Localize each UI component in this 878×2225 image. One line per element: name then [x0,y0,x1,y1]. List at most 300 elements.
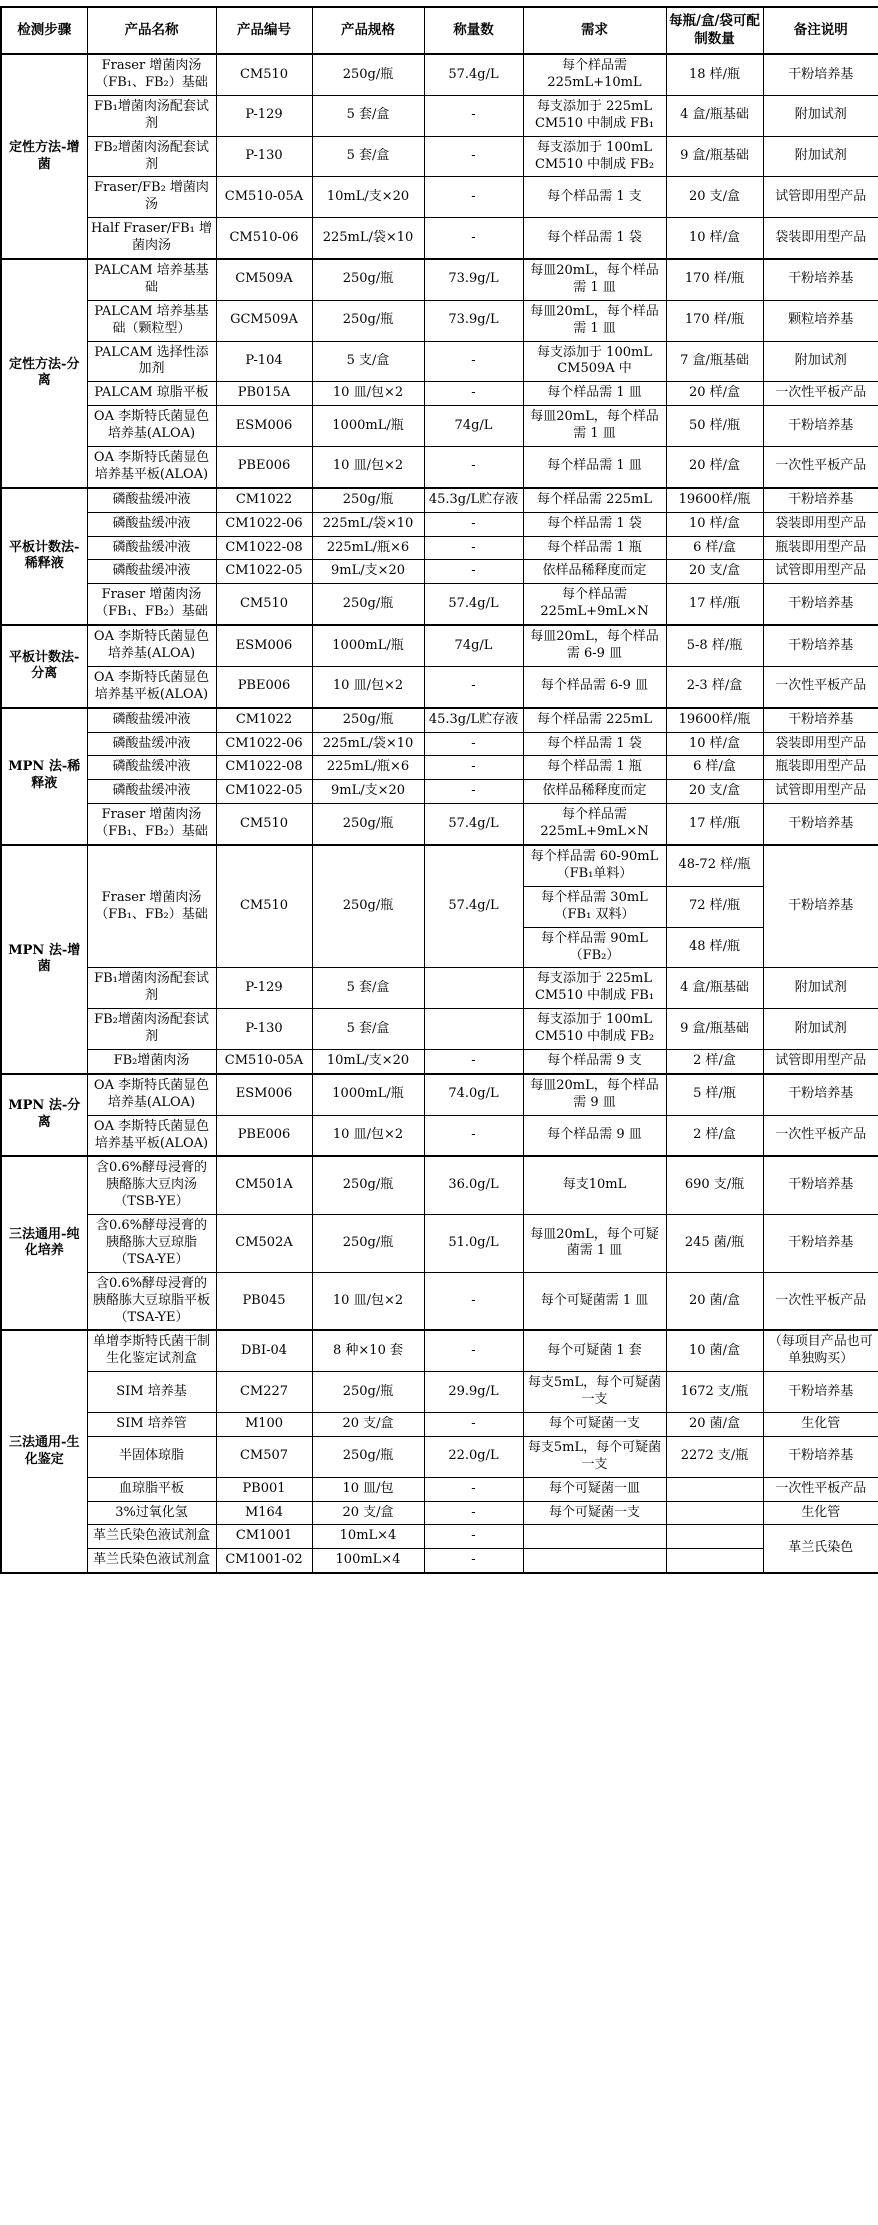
cell-product-name: 磷酸盐缓冲液 [87,488,216,512]
cell-weight: 29.9g/L [424,1372,523,1413]
cell-product-name: OA 李斯特氏菌显色培养基(ALOA) [87,406,216,447]
cell-demand: 每个样品需 225mL+9mL×N [523,584,666,625]
cell-yield: 7 盒/瓶基础 [666,341,763,382]
cell-spec: 10 皿/包 [312,1477,424,1501]
cell-yield: 9 盒/瓶基础 [666,136,763,177]
cell-product-code: ESM006 [216,1074,312,1115]
cell-product-code: CM509A [216,259,312,300]
cell-product-name: FB₁增菌肉汤配套试剂 [87,968,216,1009]
cell-weight: 73.9g/L [424,259,523,300]
cell-note: 附加试剂 [763,1009,878,1050]
cell-demand: 每皿20mL，每个样品需 9 皿 [523,1074,666,1115]
cell-demand: 每皿20mL，每个样品需 1 皿 [523,259,666,300]
cell-note: 瓶装即用型产品 [763,756,878,780]
cell-demand: 每支5mL，每个可疑菌一支 [523,1372,666,1413]
cell-demand: 每个样品需 1 皿 [523,447,666,488]
cell-note: 干粉培养基 [763,259,878,300]
cell-spec: 1000mL/瓶 [312,406,424,447]
cell-product-name: 含0.6%酵母浸膏的胰酪胨大豆琼脂（TSA-YE） [87,1215,216,1273]
section-step-common-biochemical: 三法通用-生化鉴定 [1,1330,87,1573]
cell-demand: 每个样品需 9 皿 [523,1115,666,1156]
cell-yield: 4 盒/瓶基础 [666,95,763,136]
cell-product-code: P-130 [216,136,312,177]
cell-yield: 5 样/瓶 [666,1074,763,1115]
cell-note: 试管即用型产品 [763,780,878,804]
section-step-mpn-enrichment: MPN 法-增菌 [1,845,87,1074]
cell-demand: 每皿20mL，每个样品需 6-9 皿 [523,625,666,666]
cell-product-code: PBE006 [216,666,312,707]
table-row [1,54,878,95]
cell-product-code: PBE006 [216,447,312,488]
cell-product-code: CM1022-06 [216,512,312,536]
cell-demand [523,1549,666,1573]
cell-spec: 5 支/盒 [312,341,424,382]
cell-weight: - [424,1049,523,1073]
cell-yield: 19600样/瓶 [666,708,763,732]
cell-weight: - [424,218,523,259]
cell-weight: 51.0g/L [424,1215,523,1273]
cell-product-code: CM510 [216,584,312,625]
table-row [1,804,878,845]
cell-spec: 225mL/袋×10 [312,512,424,536]
cell-product-code: CM1022 [216,488,312,512]
cell-note: 一次性平板产品 [763,1272,878,1330]
cell-weight: - [424,1525,523,1549]
col-header-spec: 产品规格 [312,7,424,54]
cell-product-name: 3%过氧化氢 [87,1501,216,1525]
cell-demand: 每个样品需 6-9 皿 [523,666,666,707]
cell-spec: 5 套/盒 [312,136,424,177]
cell-product-code: M164 [216,1501,312,1525]
cell-product-code: CM227 [216,1372,312,1413]
cell-note: 附加试剂 [763,95,878,136]
cell-demand: 每个样品需 225mL+9mL×N [523,804,666,845]
cell-product-name: FB₁增菌肉汤配套试剂 [87,95,216,136]
cell-yield: 2-3 样/盒 [666,666,763,707]
cell-weight [424,968,523,1009]
cell-spec: 100mL×4 [312,1549,424,1573]
cell-demand: 每个样品需 30mL（FB₁ 双料） [523,886,666,927]
cell-spec: 250g/瓶 [312,300,424,341]
section-step-common-purification: 三法通用-纯化培养 [1,1156,87,1330]
cell-product-name: FB₂增菌肉汤 [87,1049,216,1073]
cell-product-name: 磷酸盐缓冲液 [87,780,216,804]
cell-demand: 每个样品需 1 瓶 [523,536,666,560]
cell-demand: 每个样品需 1 支 [523,177,666,218]
col-header-product-name: 产品名称 [87,7,216,54]
cell-product-code: PB015A [216,382,312,406]
table-row [1,512,878,536]
cell-product-code: ESM006 [216,625,312,666]
cell-demand: 每个样品需 1 袋 [523,512,666,536]
cell-product-code: P-104 [216,341,312,382]
cell-demand: 每支添加于 100mL CM510 中制成 FB₂ [523,1009,666,1050]
table-row [1,1525,878,1549]
cell-yield [666,1525,763,1549]
cell-weight: - [424,536,523,560]
product-table [0,6,878,1574]
cell-yield: 20 支/盒 [666,780,763,804]
section-step-qualitative-enrichment: 定性方法-增菌 [1,54,87,259]
cell-product-code: DBI-04 [216,1330,312,1371]
table-row [1,780,878,804]
table-row [1,625,878,666]
cell-demand [523,1525,666,1549]
cell-product-code: PB001 [216,1477,312,1501]
cell-yield: 48 样/瓶 [666,927,763,968]
table-row [1,756,878,780]
cell-product-name: PALCAM 选择性添加剂 [87,341,216,382]
cell-spec: 20 支/盒 [312,1412,424,1436]
table-row [1,136,878,177]
cell-note: 袋装即用型产品 [763,218,878,259]
table-row [1,1156,878,1214]
cell-demand: 每个样品需 225mL+10mL [523,54,666,95]
cell-note: 附加试剂 [763,136,878,177]
cell-product-name: 磷酸盐缓冲液 [87,756,216,780]
cell-demand: 依样品稀释度而定 [523,780,666,804]
cell-yield: 6 样/盒 [666,536,763,560]
cell-product-name: PALCAM 培养基基础 [87,259,216,300]
cell-spec: 10 皿/包×2 [312,447,424,488]
cell-yield: 20 支/盒 [666,560,763,584]
cell-weight: 45.3g/L贮存液 [424,488,523,512]
cell-note: 干粉培养基 [763,406,878,447]
cell-product-name: 血琼脂平板 [87,1477,216,1501]
cell-spec: 225mL/袋×10 [312,218,424,259]
cell-weight: - [424,512,523,536]
section-step-mpn-diluent: MPN 法-稀释液 [1,708,87,845]
cell-yield [666,1549,763,1573]
cell-weight: - [424,560,523,584]
cell-product-code: CM510 [216,804,312,845]
cell-product-name: 磷酸盐缓冲液 [87,536,216,560]
header-row [1,7,878,54]
cell-spec: 1000mL/瓶 [312,625,424,666]
cell-weight: - [424,1549,523,1573]
cell-weight: - [424,1477,523,1501]
cell-spec: 20 支/盒 [312,1501,424,1525]
cell-note: 干粉培养基 [763,1372,878,1413]
cell-product-name: Fraser 增菌肉汤（FB₁、FB₂）基础 [87,845,216,968]
cell-note: 瓶装即用型产品 [763,536,878,560]
cell-yield: 4 盒/瓶基础 [666,968,763,1009]
col-header-demand: 需求 [523,7,666,54]
cell-product-code: CM510 [216,54,312,95]
cell-weight: 57.4g/L [424,804,523,845]
cell-product-code: ESM006 [216,406,312,447]
cell-weight: - [424,666,523,707]
cell-weight: - [424,1272,523,1330]
table-row [1,968,878,1009]
cell-yield: 1672 支/瓶 [666,1372,763,1413]
cell-note: 试管即用型产品 [763,560,878,584]
cell-product-name: PALCAM 琼脂平板 [87,382,216,406]
cell-demand: 每支添加于 100mL CM510 中制成 FB₂ [523,136,666,177]
cell-spec: 9mL/支×20 [312,560,424,584]
cell-spec: 10mL/支×20 [312,1049,424,1073]
cell-spec: 250g/瓶 [312,1372,424,1413]
cell-weight: - [424,1115,523,1156]
table-row [1,382,878,406]
cell-demand: 依样品稀释度而定 [523,560,666,584]
cell-weight: 45.3g/L贮存液 [424,708,523,732]
table-row [1,1412,878,1436]
cell-note: 试管即用型产品 [763,1049,878,1073]
cell-yield: 2 样/盒 [666,1115,763,1156]
cell-product-name: 磷酸盐缓冲液 [87,732,216,756]
cell-product-name: Fraser 增菌肉汤（FB₁、FB₂）基础 [87,584,216,625]
cell-yield: 170 样/瓶 [666,300,763,341]
cell-product-name: 革兰氏染色液试剂盒 [87,1549,216,1573]
cell-product-name: OA 李斯特氏菌显色培养基平板(ALOA) [87,666,216,707]
cell-note: 干粉培养基 [763,584,878,625]
col-header-weight: 称量数 [424,7,523,54]
cell-weight: - [424,95,523,136]
cell-spec: 250g/瓶 [312,259,424,300]
table-row [1,218,878,259]
cell-demand: 每个样品需 90mL（FB₂） [523,927,666,968]
col-header-note: 备注说明 [763,7,878,54]
cell-product-name: Fraser 增菌肉汤（FB₁、FB₂）基础 [87,54,216,95]
table-row [1,177,878,218]
cell-yield: 20 菌/盒 [666,1272,763,1330]
cell-yield: 5-8 样/瓶 [666,625,763,666]
cell-demand: 每个可疑菌一皿 [523,1477,666,1501]
cell-demand: 每皿20mL，每个样品需 1 皿 [523,406,666,447]
cell-product-name: OA 李斯特氏菌显色培养基平板(ALOA) [87,447,216,488]
cell-note: 干粉培养基 [763,625,878,666]
cell-product-name: 含0.6%酵母浸膏的胰酪胨大豆琼脂平板（TSA-YE） [87,1272,216,1330]
cell-note: 一次性平板产品 [763,666,878,707]
cell-weight [424,1009,523,1050]
cell-spec: 250g/瓶 [312,845,424,968]
cell-product-code: GCM509A [216,300,312,341]
cell-note: 一次性平板产品 [763,1115,878,1156]
cell-demand: 每支添加于 225mL CM510 中制成 FB₁ [523,95,666,136]
cell-note: 革兰氏染色 [763,1525,878,1573]
cell-demand: 每个可疑菌一支 [523,1501,666,1525]
table-row [1,708,878,732]
cell-product-name: FB₂增菌肉汤配套试剂 [87,136,216,177]
table-row [1,1549,878,1573]
cell-weight: - [424,1330,523,1371]
cell-weight: 36.0g/L [424,1156,523,1214]
cell-demand: 每个样品需 225mL [523,488,666,512]
cell-note: 试管即用型产品 [763,177,878,218]
cell-note: 干粉培养基 [763,708,878,732]
cell-yield: 19600样/瓶 [666,488,763,512]
cell-spec: 225mL/袋×10 [312,732,424,756]
cell-product-code: M100 [216,1412,312,1436]
table-row [1,1009,878,1050]
cell-yield: 2 样/盒 [666,1049,763,1073]
cell-yield: 20 样/盒 [666,447,763,488]
cell-product-name: 磷酸盐缓冲液 [87,708,216,732]
cell-spec: 250g/瓶 [312,488,424,512]
cell-product-code: CM502A [216,1215,312,1273]
cell-demand: 每支5mL，每个可疑菌一支 [523,1436,666,1477]
cell-note: 一次性平板产品 [763,382,878,406]
cell-spec: 10 皿/包×2 [312,1115,424,1156]
cell-product-code: CM510-05A [216,1049,312,1073]
cell-product-code: CM507 [216,1436,312,1477]
cell-product-code: CM1001 [216,1525,312,1549]
table-row [1,447,878,488]
cell-product-code: CM1022-06 [216,732,312,756]
cell-yield: 17 样/瓶 [666,804,763,845]
cell-note: 颗粒培养基 [763,300,878,341]
cell-product-code: CM1022 [216,708,312,732]
cell-note: 生化管 [763,1501,878,1525]
cell-spec: 225mL/瓶×6 [312,536,424,560]
cell-yield: 10 样/盒 [666,218,763,259]
cell-note: 干粉培养基 [763,1156,878,1214]
cell-note: 袋装即用型产品 [763,512,878,536]
cell-product-name: 磷酸盐缓冲液 [87,512,216,536]
cell-product-code: P-129 [216,968,312,1009]
cell-weight: - [424,136,523,177]
cell-demand: 每个样品需 60-90mL（FB₁单料） [523,845,666,886]
cell-demand: 每支10mL [523,1156,666,1214]
cell-product-name: 含0.6%酵母浸膏的胰酪胨大豆肉汤（TSB-YE） [87,1156,216,1214]
col-header-product-code: 产品编号 [216,7,312,54]
cell-weight: 74g/L [424,406,523,447]
cell-note: 干粉培养基 [763,1215,878,1273]
cell-demand: 每个样品需 1 皿 [523,382,666,406]
table-row [1,259,878,300]
cell-product-code: P-129 [216,95,312,136]
cell-demand: 每个可疑菌一支 [523,1412,666,1436]
cell-note: 干粉培养基 [763,1074,878,1115]
table-row [1,488,878,512]
cell-spec: 250g/瓶 [312,1436,424,1477]
cell-weight: 57.4g/L [424,845,523,968]
cell-product-code: CM510-05A [216,177,312,218]
cell-yield: 50 样/瓶 [666,406,763,447]
cell-product-name: OA 李斯特氏菌显色培养基平板(ALOA) [87,1115,216,1156]
cell-weight: - [424,177,523,218]
cell-weight: 74.0g/L [424,1074,523,1115]
table-row [1,1477,878,1501]
cell-spec: 250g/瓶 [312,584,424,625]
cell-product-name: PALCAM 培养基基础（颗粒型） [87,300,216,341]
cell-spec: 1000mL/瓶 [312,1074,424,1115]
cell-demand: 每个样品需 1 袋 [523,732,666,756]
cell-yield: 9 盒/瓶基础 [666,1009,763,1050]
cell-note: 一次性平板产品 [763,1477,878,1501]
cell-product-code: CM510 [216,845,312,968]
cell-product-name: OA 李斯特氏菌显色培养基(ALOA) [87,1074,216,1115]
cell-spec: 10 皿/包×2 [312,382,424,406]
cell-product-code: CM1022-05 [216,780,312,804]
cell-weight: 57.4g/L [424,54,523,95]
cell-product-code: CM1022-08 [216,756,312,780]
table-row [1,584,878,625]
table-row [1,1272,878,1330]
table-row [1,666,878,707]
cell-spec: 9mL/支×20 [312,780,424,804]
col-header-step: 检测步骤 [1,7,87,54]
cell-product-name: 磷酸盐缓冲液 [87,560,216,584]
cell-note: 生化管 [763,1412,878,1436]
cell-weight: - [424,341,523,382]
cell-weight: - [424,732,523,756]
cell-product-name: FB₂增菌肉汤配套试剂 [87,1009,216,1050]
cell-product-code: CM1022-08 [216,536,312,560]
table-row [1,845,878,886]
section-step-plate-count-isolation: 平板计数法-分离 [1,625,87,708]
cell-spec: 8 种×10 套 [312,1330,424,1371]
cell-yield: 17 样/瓶 [666,584,763,625]
cell-product-name: Fraser/FB₂ 增菌肉汤 [87,177,216,218]
cell-yield: 170 样/瓶 [666,259,763,300]
cell-yield: 10 菌/盒 [666,1330,763,1371]
cell-yield: 6 样/盒 [666,756,763,780]
cell-demand: 每个样品需 9 支 [523,1049,666,1073]
cell-weight: - [424,780,523,804]
table-row [1,1074,878,1115]
cell-yield: 20 菌/盒 [666,1412,763,1436]
section-step-mpn-isolation: MPN 法-分离 [1,1074,87,1157]
cell-spec: 10 皿/包×2 [312,1272,424,1330]
cell-note: 附加试剂 [763,968,878,1009]
cell-spec: 10 皿/包×2 [312,666,424,707]
cell-demand: 每个可疑菌需 1 皿 [523,1272,666,1330]
cell-spec: 250g/瓶 [312,1156,424,1214]
cell-yield: 690 支/瓶 [666,1156,763,1214]
table-row [1,1501,878,1525]
table-row [1,300,878,341]
table-row [1,406,878,447]
cell-demand: 每个可疑菌 1 套 [523,1330,666,1371]
cell-weight: 22.0g/L [424,1436,523,1477]
cell-product-name: Fraser 增菌肉汤（FB₁、FB₂）基础 [87,804,216,845]
table-row [1,560,878,584]
cell-product-name: 半固体琼脂 [87,1436,216,1477]
col-header-yield: 每瓶/盒/袋可配制数量 [666,7,763,54]
cell-yield [666,1501,763,1525]
table-row [1,732,878,756]
cell-product-code: P-130 [216,1009,312,1050]
cell-spec: 10mL×4 [312,1525,424,1549]
cell-note: （每项目产品也可单独购买） [763,1330,878,1371]
table-row [1,1215,878,1273]
cell-yield: 18 样/瓶 [666,54,763,95]
cell-product-code: PB045 [216,1272,312,1330]
cell-note: 干粉培养基 [763,54,878,95]
table-row [1,1049,878,1073]
cell-note: 袋装即用型产品 [763,732,878,756]
cell-yield [666,1477,763,1501]
cell-product-name: Half Fraser/FB₁ 增菌肉汤 [87,218,216,259]
cell-product-code: CM1001-02 [216,1549,312,1573]
cell-note: 干粉培养基 [763,1436,878,1477]
table-row [1,95,878,136]
cell-yield: 245 菌/瓶 [666,1215,763,1273]
table-row [1,341,878,382]
cell-product-name: SIM 培养基 [87,1372,216,1413]
cell-spec: 5 套/盒 [312,95,424,136]
cell-demand: 每皿20mL，每个样品需 1 皿 [523,300,666,341]
cell-weight: 73.9g/L [424,300,523,341]
cell-weight: 57.4g/L [424,584,523,625]
cell-spec: 250g/瓶 [312,1215,424,1273]
cell-weight: 74g/L [424,625,523,666]
cell-weight: - [424,382,523,406]
cell-note: 附加试剂 [763,341,878,382]
cell-spec: 225mL/瓶×6 [312,756,424,780]
